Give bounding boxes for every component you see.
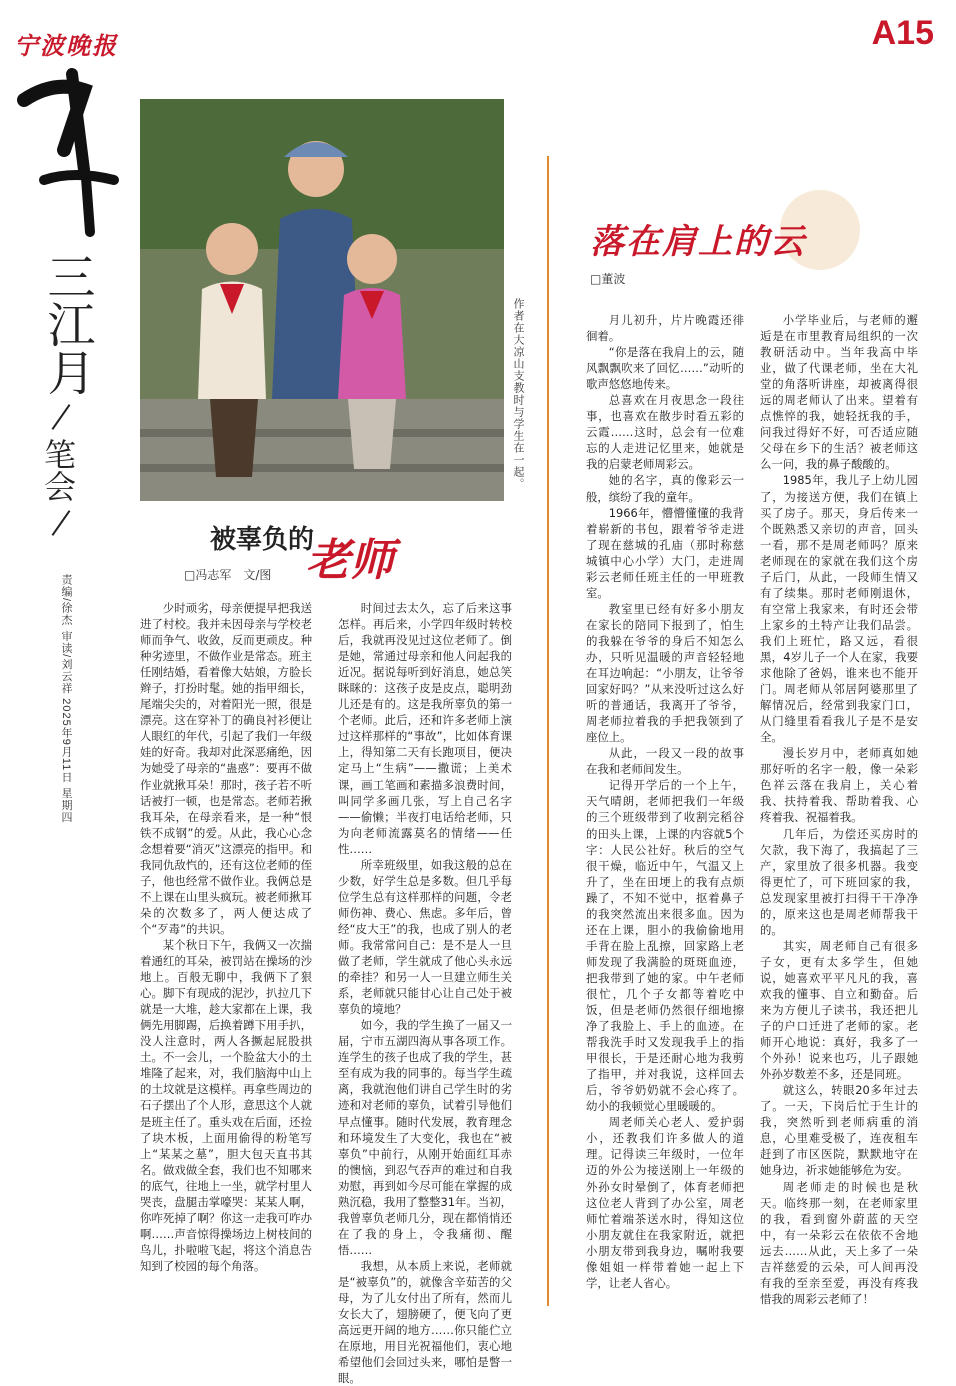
article2-paragraph: 周老师关心老人、爱护弱小，还教我们许多做人的道理。记得读三年级时，一位年迈的外公为接送刚上一年级的外孙女时晕倒了，体育老师把这位老人背到了办公室，周老师忙着端茶送水时，得知这位小朋友就住在我家附近，就把小朋友带到我身边，嘱咐我要像姐姐一样带着她一起上下学，让老人省心。	[586, 1115, 744, 1290]
article-photo	[140, 99, 504, 501]
article1-paragraph: 如今，我的学生换了一届又一届，宁市五湖四海从事各项工作。连学生的孩子也成了我的学生，甚至有成为我的同事的。每当学生疏离，我就泡他们讲自己学生时的劣迹和对老师的辜负，试着引导他们早点懂事。随时代发展，教育理念和环境发生了大变化，我也在“被辜负”中前行，从刚开始面红耳赤的懊恼，到忍气吞声的难过和自我劝慰，再到如今尽可能在掌握的成熟沉稳，我用了整整31年。当初，我曾辜负老师几分，现在都悄悄还在了我的身上，令我痛彻、醒悟……	[338, 1018, 512, 1257]
section-divider-2	[52, 510, 71, 536]
article2-paragraph: 从此，一段又一段的故事在我和老师间发生。	[586, 746, 744, 777]
article1-paragraph: 某个秋日下午，我俩又一次揣着通红的耳朵，被罚站在操场的沙地上。百般无聊中，我俩下了狠心。脚下有现成的泥沙，扒拉几下就是一大堆，趁大家都在上课，我俩先用脚踢，后换着蹲下用手扒，没人注意时，两人各撅起屁股拱土。不一会儿，一个脸盆大小的土堆隆了起来，对，我们脑海中山上的土坟就是这模样。再拿些周边的石子摆出了个人形，意思这个人就是班主任了。重头戏在后面，还捡了块木板，上面用偷得的粉笔写上“某某之墓”，胆大包天直书其名。做戏做全套，我们也不知哪来的底气，往地上一坐，就学村里人哭丧，盘腿击掌嚎哭：某某人啊，你咋死掉了啊？你这一走我可咋办啊……声音惊得操场边上树枝间的鸟儿，扑啦啦飞起，将这个消息告知到了校园的每个角落。	[140, 937, 312, 1273]
article1-title-part1: 被辜负的	[210, 525, 315, 555]
section-sub: 笔会	[39, 438, 77, 502]
article2-paragraph: 周老师走的时候也是秋天。临终那一刻，在老师家里的我，看到窗外蔚蓝的天空中，有一朵彩云在依依不舍地远去……从此，天上多了一朵吉祥慈爱的云朵，可人间再没有我的至亲至爱，再没有疼我惜我的周彩云老师了！	[760, 1179, 918, 1306]
article2-column-2	[760, 312, 918, 1307]
section-header	[38, 252, 95, 544]
article2-paragraph: 月儿初升，片片晚霞还徘徊着。	[586, 313, 744, 344]
photo-caption: 作者在大凉山支教时与学生在一起。	[512, 298, 525, 490]
article2-byline: □董波	[590, 272, 626, 286]
article2-paragraph: 总喜欢在月夜思念一段往事，也喜欢在散步时看五彩的云霞……这时，总会有一位难忘的人走进记忆里来，她就是我的启蒙老师周彩云。	[586, 393, 744, 472]
article1-column-2	[338, 600, 512, 1386]
article2-paragraph: 记得开学后的一个上午，天气晴朗，老师把我们一年级的三个班级带到了收割完稻谷的田头上课，上课的内容就5个字：人民公社好。秋后的空气很干燥，临近中午，气温又上升了，坐在田埂上的我有点烦躁了，不知不觉中，抠着鼻子的我突然流出来很多血。因为还在上课，胆小的我偷偷地用手背在脸上乱擦，回家路上老师发现了我满脸的斑斑血迹，把我带到了她的家。中午老师很忙，几个子女都等着吃中饭，但是老师仍然很仔细地擦净了我脸上、手上的血迹。在帮我洗手时又发现我手上的指甲很长，于是还耐心地为我剪了指甲，并对我说，这样回去后，爷爷奶奶就不会心疼了。幼小的我顿觉心里暖暖的。	[586, 778, 744, 1114]
page-number: A15	[871, 14, 934, 52]
article1-paragraph: 我想，从本质上来说，老师就是“被辜负”的，就像含辛茹苦的父母，为了儿女付出了所有，然而儿女长大了，翅膀硬了，便飞向了更高远更开阔的地方……你只能伫立在原地，用目光祝福他们，衷心地希望他们会回过头来，哪怕是瞥一眼。	[338, 1258, 512, 1386]
article2-paragraph: 其实，周老师自己有很多子女，更有太多学生，但她说，她喜欢平平凡凡的我，喜欢我的懂事、自立和勤奋。后来为方便儿子读书，我还把儿子的户口迁进了老师的家。老师开心地说：真好，我多了一个外孙！说来也巧，儿子跟她外孙岁数差不多，还是同班。	[760, 938, 918, 1082]
article2-paragraph: 就这么，转眼20多年过去了。一天，下岗后忙于生计的我，突然听到老师病重的消息，心里难受极了，连夜租车赶到了市区医院，默默地守在她身边，祈求她能够危为安。	[760, 1083, 918, 1178]
article1-paragraph: 少时顽劣，母亲便提早把我送进了村校。我并未因母亲与学校老师而争气、收敛，反而更顽皮。种种劣迹里，不做作业是常态。班主任刚结婚，看着像大姑娘，方脸长辫子，打扮时髦。她的指甲细长，尾端尖尖的，对着阳光一照，很是漂亮。这在穿补丁的确良衬衫便让人眼红的年代，引起了我们一年级娃的好奇。我却对此深恶痛绝，因为她受了母亲的“蛊惑”：要再不做作业就揪耳朵！那时，孩子若不听话被打一顿，也是常态。老师若揪我耳朵，在母亲看来，是一种“恨铁不成钢”的爱。从此，我心心念念想着要“消灭”这漂亮的指甲。和我同仇敌忾的，还有这位老师的侄子，他也经常不做作业。我俩总是不上课在山里头疯玩。被老师揪耳朵的次数多了，两人便达成了个“歹毒”的共识。	[140, 601, 312, 936]
article1-paragraph: 时间过去太久，忘了后来这事怎样。再后来，小学四年级时转校后，我就再没见过这位老师了。倒是她，常通过母亲和他人问起我的近况。据说每听到好消息，她总笑眯眯的：这孩子皮是皮点，聪明劲儿还是有的。这是我所辜负的第一个老师。此后，还和许多老师上演过这样那样的“事故”，比如体育课上，得知第二天有长跑项目，便决定马上“生病”——撒谎；上美术课，画工笔画和素描多浪费时间，叫同学多画几张，写上自己名字——偷懒；半夜打电话给老师，只为向老师流露莫名的情绪——任性……	[338, 601, 512, 856]
dateline: 责编/徐杰 审读/刘云祥 2025年9月11日 星期四	[60, 574, 72, 824]
article2-paragraph: 漫长岁月中，老师真如她那好听的名字一般，像一朵彩色祥云落在我肩上，关心着我、扶持着我、帮助着我、心疼着我、祝福着我。	[760, 746, 918, 825]
newspaper-masthead: 宁波晚报	[14, 31, 118, 60]
article2-paragraph: 教室里已经有好多小朋友在家长的陪同下报到了，怕生的我躲在爷爷的身后不知怎么办，只听见温暖的声音轻轻地在耳边响起：“小朋友，让爷爷回家好吗？”从来没听过这么好听的普通话，我离开了爷爷，周老师拉着我的手把我领到了座位上。	[586, 601, 744, 745]
article2-paragraph: 她的名字，真的像彩云一般，缤纷了我的童年。	[586, 473, 744, 504]
column-divider-line	[547, 156, 549, 1306]
article2-paragraph: 小学毕业后，与老师的邂逅是在市里教育局组织的一次教研活动中。当年我高中毕业，做了代课老师，坐在大礼堂的角落听讲座，却被离得很远的周老师认了出来。望着有点憔悴的我，她轻抚我的手，问我过得好不好，可否适应随父母在乡下的生活？被老师这么一问，我的鼻子酸酸的。	[760, 313, 918, 472]
article2-paragraph: 1966年，懵懵懂懂的我背着崭新的书包，跟着爷爷走进了现在慈城的孔庙（那时称慈城镇中心小学）大门，走进周彩云老师任班主任的一甲班教室。	[586, 505, 744, 600]
article2-paragraph: 1985年，我儿子上幼儿园了，为接送方便，我们在镇上买了房子。那天，身后传来一个既熟悉又亲切的声音，回头一看，那不是周老师吗？原来老师现在的家就在我们这个房子后门，从此，一段师生情又有了续集。那时老师刚退休，有空常上我家来，有时还会带上家乡的土特产让我们品尝。我们上班忙，路又远，看很黑，4岁儿子一个人在家，我要求他除了爸妈，谁来也不能开门。周老师从邻居阿婆那里了解情况后，经常到我家门口，从门缝里看看我儿子是不是安全。	[760, 473, 918, 745]
section-name: 三江月	[39, 252, 95, 396]
article1-title-part2: 老师	[306, 535, 394, 586]
article1-column-1	[140, 600, 312, 1274]
article2-paragraph: 几年后，为偿还买房时的欠款，我下海了，我搞起了三产，家里放了很多机器。我变得更忙了，可下班回家的我，总发现家里被打扫得干干净净的，原来这也是周老师帮我干的。	[760, 826, 918, 937]
article2-column-1	[586, 312, 744, 1291]
article2-title: 落在肩上的云	[590, 222, 806, 262]
article1-paragraph: 所幸班级里，如我这般的总在少数，好学生总是多数。但几乎每位学生总有这样那样的问题，令老师伤神、费心、焦虑。多年后，曾经“皮大王”的我，也成了别人的老师。我常常问自己：是不是人一旦做了老师，学生就成了他心头永远的牵挂？和另一人一旦建立师生关系，老师就只能甘心让自己处于被辜负的境地？	[338, 857, 512, 1017]
section-divider	[52, 404, 71, 430]
brush-stroke-logo	[14, 60, 126, 240]
article1-byline: □冯志军 文/图	[184, 568, 272, 582]
article2-paragraph: “你是落在我肩上的云，随风飘飘吹来了回忆……”动听的歌声悠悠地传来。	[586, 345, 744, 392]
